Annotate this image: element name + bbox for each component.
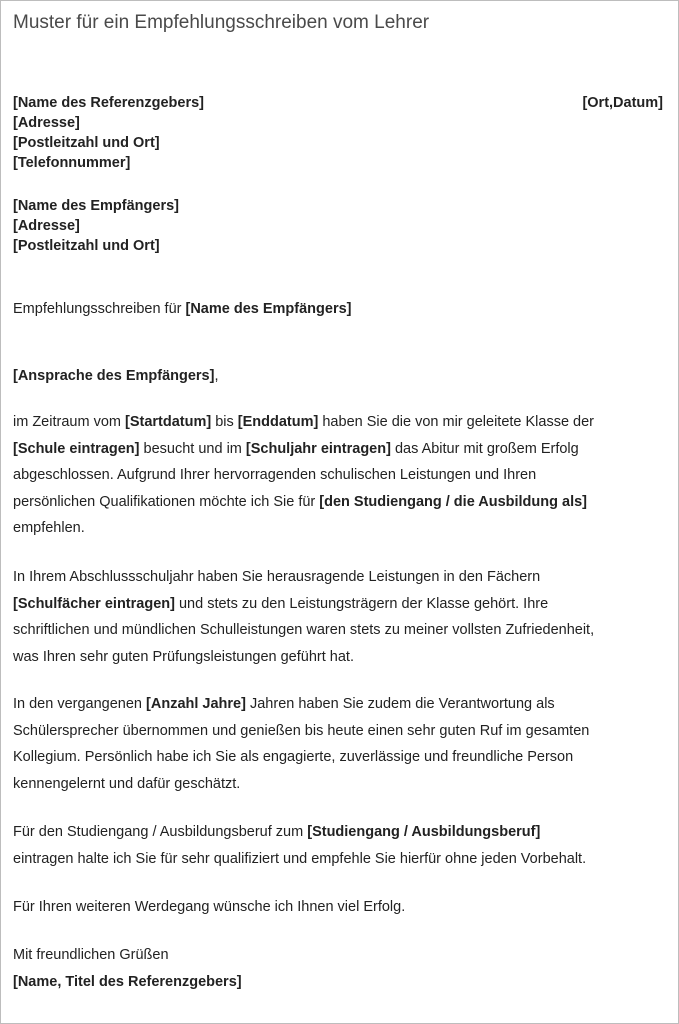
p2-text: was Ihren sehr guten Prüfungsleistungen geführt hat. xyxy=(13,648,354,665)
p2-text: In Ihrem Abschlussschuljahr haben Sie herausragende Leistungen in den Fächern xyxy=(13,569,541,585)
p1-text: haben Sie die von mir geleitete Klasse der xyxy=(318,414,595,430)
p3-text: Schülersprecher übernommen und genießen bis heute einen sehr guten Ruf im gesamten xyxy=(13,722,590,739)
paragraph-5 xyxy=(13,894,668,921)
sender-address: [Adresse] xyxy=(13,115,80,131)
document-title: Muster für ein Empfehlungsschreiben vom Lehrer xyxy=(13,12,430,33)
sender-phone: [Telefonnummer] xyxy=(13,155,131,171)
salutation-comma: , xyxy=(214,368,219,384)
p1-start-date: [Startdatum] xyxy=(125,414,212,430)
p1-text: im Zeitraum vom xyxy=(13,414,125,430)
p2-subjects: [Schulfächer eintragen] xyxy=(13,595,175,612)
p2-text: und stets zu den Leistungsträgern der Klasse gehört. Ihre xyxy=(174,595,549,612)
p1-text: persönlichen Qualifikationen möchte ich Sie für xyxy=(13,493,320,510)
p1-text: abgeschlossen. Aufgrund Ihrer hervorragenden schulischen Leistungen und Ihren xyxy=(13,467,537,483)
recipient-zip-city: [Postleitzahl und Ort] xyxy=(13,238,160,254)
p1-text: besucht und im xyxy=(139,440,246,457)
p5-text: Für Ihren weiteren Werdegang wünsche ich Ihnen viel Erfolg. xyxy=(13,899,406,915)
recipient-address: [Adresse] xyxy=(13,218,80,234)
subject-prefix: Empfehlungsschreiben für xyxy=(13,301,186,317)
signature-name: [Name, Titel des Referenzgebers] xyxy=(13,974,242,990)
p1-school: [Schule eintragen] xyxy=(13,440,140,457)
place-date: [Ort,Datum] xyxy=(582,95,663,111)
paragraph-3 xyxy=(13,691,668,797)
p1-text: das Abitur mit großem Erfolg xyxy=(390,440,579,457)
p3-years: [Anzahl Jahre] xyxy=(146,696,246,712)
p1-text: bis xyxy=(211,414,238,430)
p4-text: eintragen halte ich Sie für sehr qualifiziert und empfehle Sie hierfür ohne jeden Vorbehalt. xyxy=(13,850,587,867)
p1-text: empfehlen. xyxy=(13,520,85,536)
p3-text: In den vergangenen xyxy=(13,696,147,712)
recipient-name: [Name des Empfängers] xyxy=(13,198,179,214)
paragraph-4 xyxy=(13,819,668,872)
p4-text: Für den Studiengang / Ausbildungsberuf zum xyxy=(13,824,308,840)
paragraph-1 xyxy=(13,409,668,542)
closing-greeting: Mit freundlichen Grüßen xyxy=(13,947,169,963)
p4-program: [Studiengang / Ausbildungsberuf] xyxy=(307,824,541,840)
subject-name: [Name des Empfängers] xyxy=(185,301,352,317)
p1-end-date: [Enddatum] xyxy=(237,414,319,430)
p2-text: schriftlichen und mündlichen Schulleistungen waren stets zu meiner vollsten Zufriedenheit, xyxy=(13,622,595,638)
salutation-name: [Ansprache des Empfängers] xyxy=(13,368,215,384)
salutation xyxy=(13,366,218,386)
subject-line xyxy=(13,299,352,319)
sender-name: [Name des Referenzgebers] xyxy=(13,95,204,111)
p1-study-program: [den Studiengang / die Ausbildung als] xyxy=(319,493,587,510)
p3-text: kennengelernt und dafür geschätzt. xyxy=(13,775,241,792)
p1-school-year: [Schuljahr eintragen] xyxy=(245,440,391,457)
p3-text: Jahren haben Sie zudem die Verantwortung als xyxy=(245,696,555,712)
paragraph-2 xyxy=(13,564,668,670)
p3-text: Kollegium. Persönlich habe ich Sie als engagierte, zuverlässige und freundliche Person xyxy=(13,749,574,765)
sender-zip-city: [Postleitzahl und Ort] xyxy=(13,135,160,151)
